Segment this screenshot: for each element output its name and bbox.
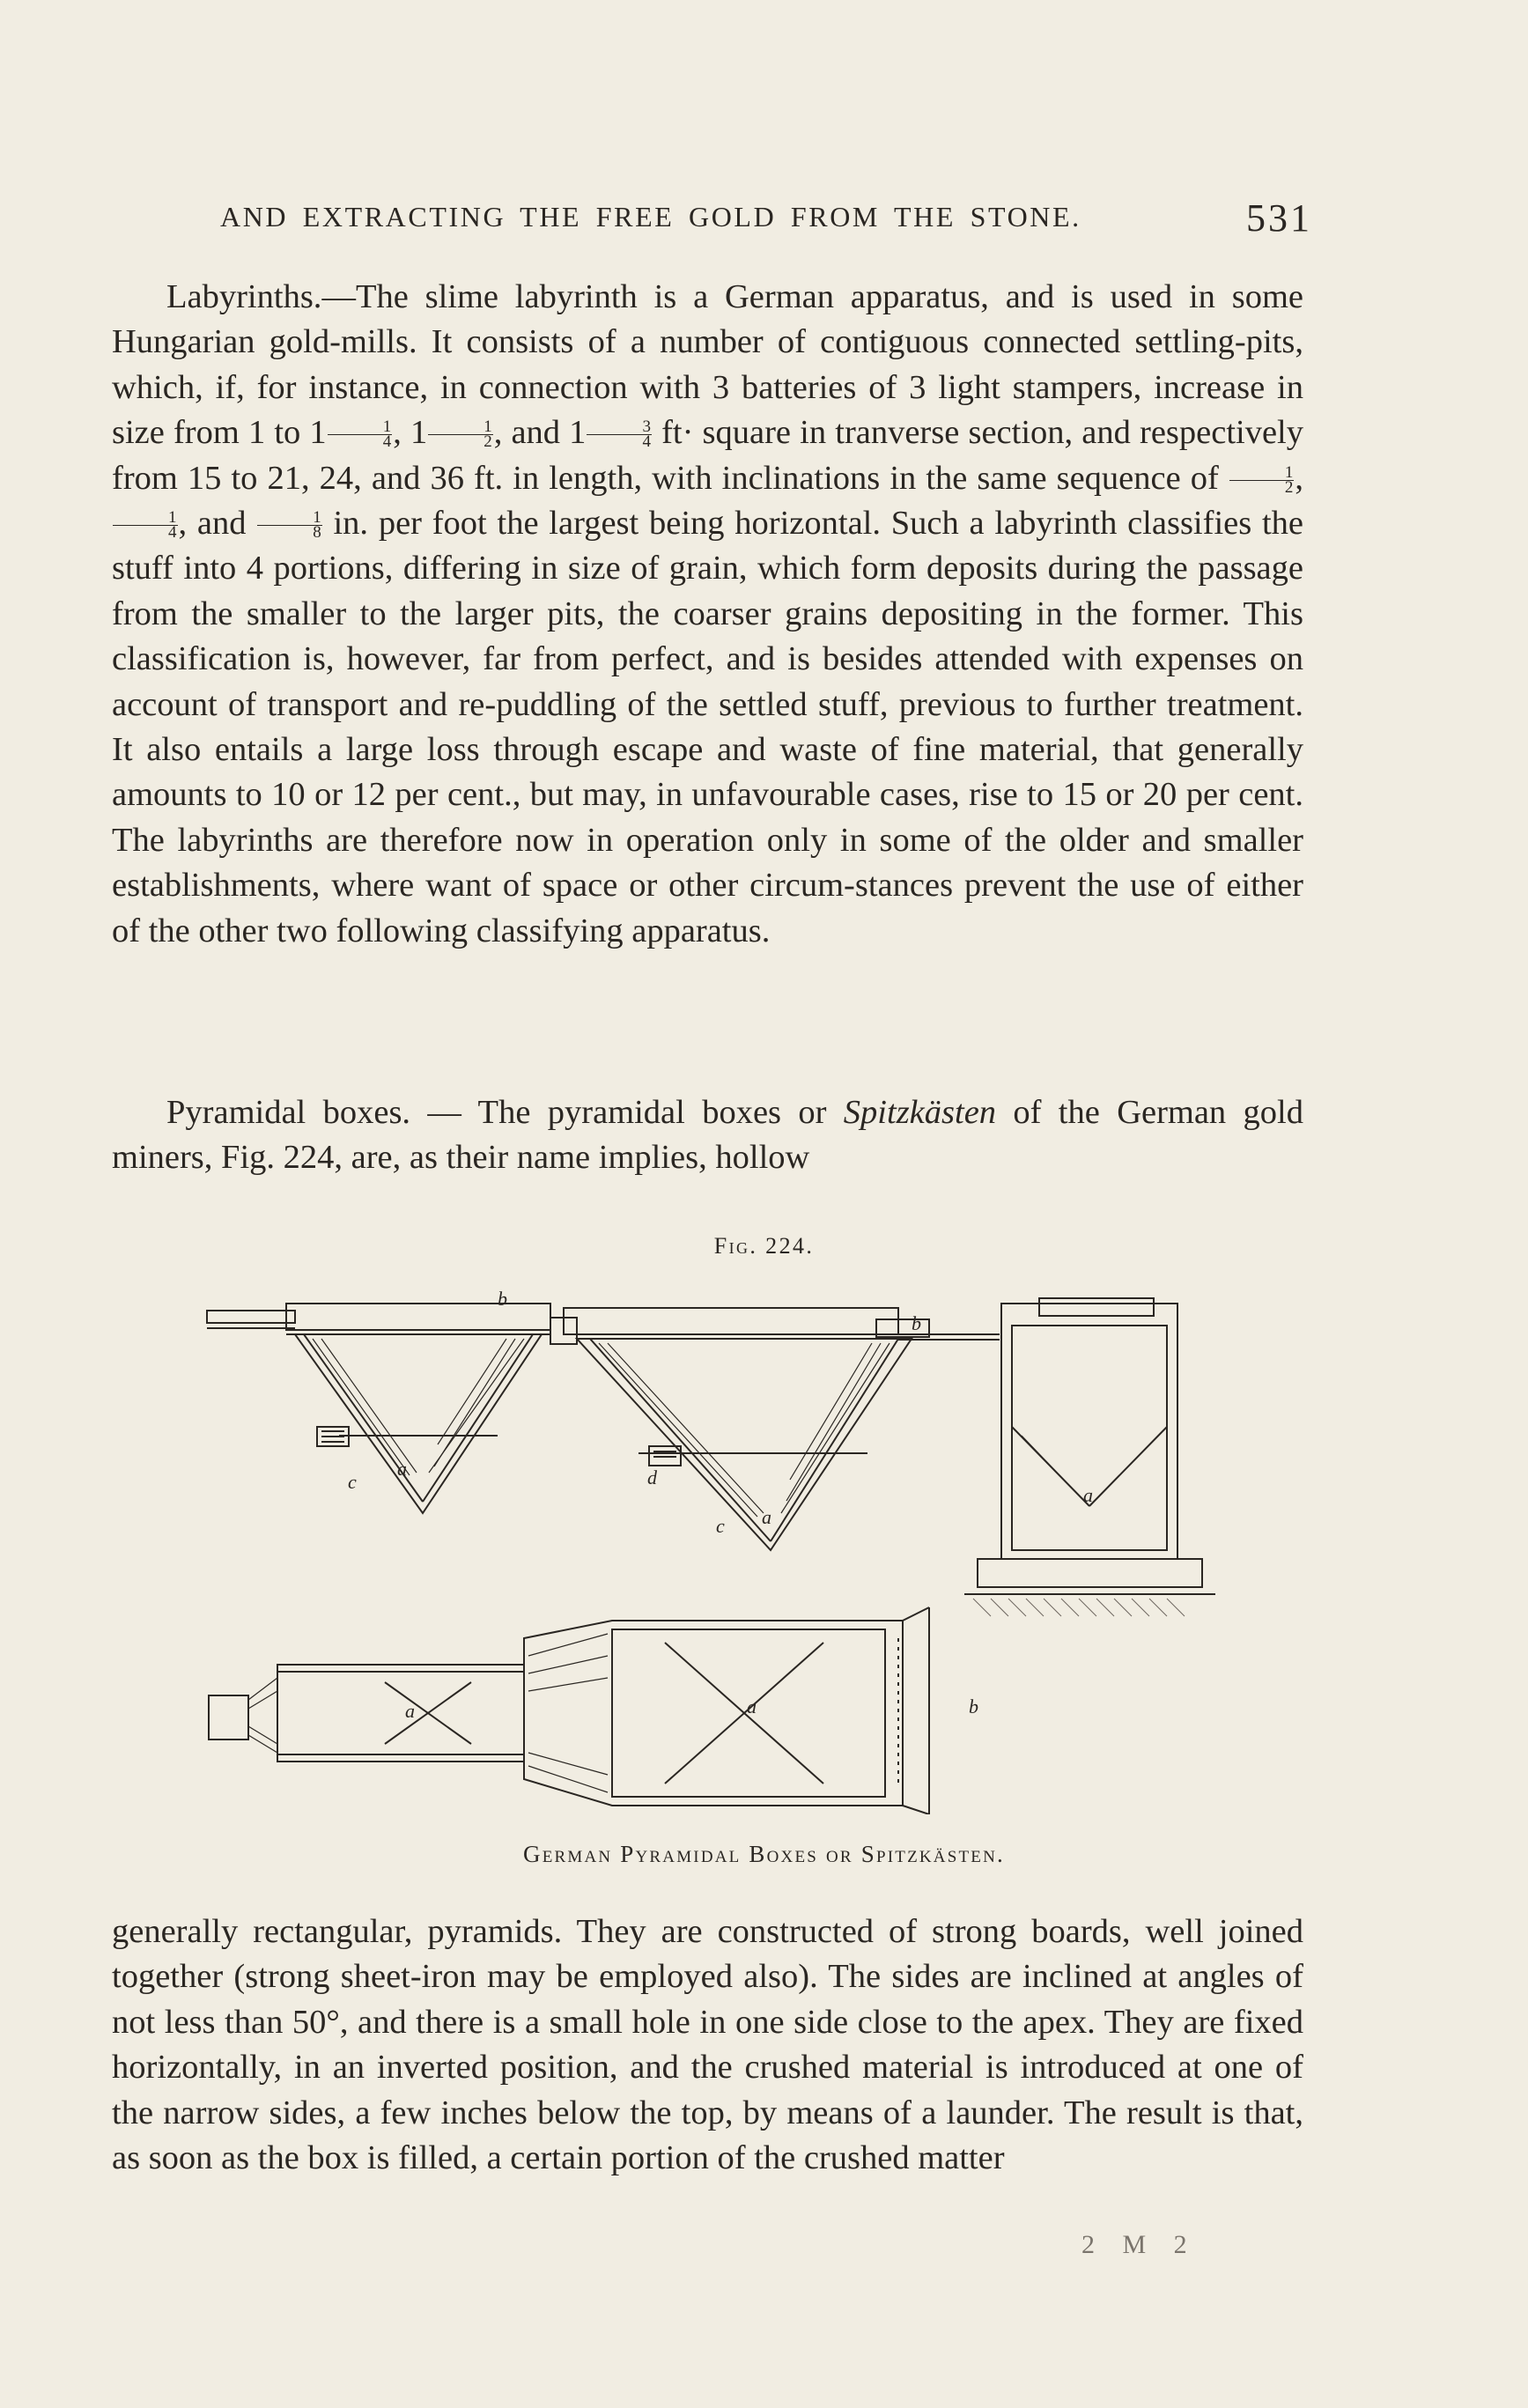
plan-inlet <box>209 1695 248 1740</box>
figure-letter-a: a <box>397 1458 407 1480</box>
figure-letter-c: c <box>716 1515 725 1537</box>
figure-letter-b: b <box>912 1312 921 1334</box>
fraction: $\frac{1}{2}$ <box>1229 466 1295 495</box>
fraction: $\frac{1}{2}$ <box>428 420 493 449</box>
figure-letter-b: b <box>969 1695 978 1717</box>
figure-letter-a: a <box>762 1506 771 1528</box>
left-box-top <box>286 1304 550 1330</box>
plan-small-box <box>277 1665 524 1762</box>
fraction: $\frac{3}{4}$ <box>587 420 652 449</box>
paragraph-continued: generally rectangular, pyramids. They are constructed of strong boards, well joined together (strong sheet-iron may be employed also). The sides are inclined at angles of not less than 50°, and there is a small hole in one side close to the apex. They are fixed horizontally, in an inverted position, and the crushed material is introduced at one of the narrow sides, a few inches below the top, by means of a launder. The result is that, as soon as the box is filled, a certain portion of the crushed matter <box>112 1913 1303 2177</box>
running-head <box>220 196 1312 248</box>
fraction: $\frac{1}{4}$ <box>113 511 178 540</box>
middle-box-top <box>564 1308 898 1334</box>
pyramidal-boxes-heading: Pyramidal boxes. <box>166 1094 411 1131</box>
plan-large-box-frame <box>524 1621 903 1806</box>
figure-letter-b: b <box>498 1288 507 1310</box>
signature-mark: 2 M 2 <box>1081 2230 1198 2259</box>
figure-letter-a: a <box>405 1700 415 1722</box>
left-inlet-trough <box>207 1311 295 1323</box>
running-title: AND EXTRACTING THE FREE GOLD FROM THE STONE. <box>220 201 1081 233</box>
left-pyramid <box>295 1334 542 1513</box>
figure-letter-a: a <box>1083 1484 1093 1506</box>
fraction: $\frac{1}{4}$ <box>328 420 393 449</box>
figure-label: Fig. 224. <box>713 1233 815 1259</box>
figure-drawing <box>198 1286 1220 1814</box>
middle-pyramid <box>577 1339 912 1550</box>
figure-pyramidal-boxes <box>198 1286 1220 1814</box>
labyrinths-heading: Labyrinths. <box>166 278 322 315</box>
page-number: 531 <box>1246 196 1312 240</box>
spitzkasten-term: Spitzkästen <box>843 1094 997 1131</box>
figure-letter-a: a <box>747 1695 757 1717</box>
figure-letter-d: d <box>647 1466 657 1488</box>
paragraph-pyramidal-boxes: Pyramidal boxes. — The pyramidal boxes or Spitzkästen of the German gold miners, Fig. 224, are, as their name implies, hollow <box>112 1094 1303 1177</box>
end-view-box <box>1001 1304 1177 1559</box>
figure-caption: German Pyramidal Boxes or Spitzkästen. <box>523 1841 1005 1867</box>
fraction: $\frac{1}{8}$ <box>257 511 322 540</box>
end-view-base <box>978 1559 1202 1587</box>
figure-letter-c: c <box>348 1471 357 1493</box>
paragraph-labyrinths: Labyrinths.—The slime labyrinth is a German apparatus, and is used in some Hungarian gold-mills. It consists of a number of contiguous connected settling-pits, which, if, for instance, in connection with 3 batteries of 3 light stampers, increase in size from 1 to 1 $\frac{1}{4}$ , 1 $\frac{1}{2}$ , and 1 $\frac{3}{4}$ ft· square in tranverse section, and respectively from 15 to 21, 24, and 36 ft. in length, with inclinations in the same sequence of $\frac{1}{2}$ , $\frac{1}{4}$ , and $\frac{1}{8}$ in. per foot the largest being horizontal. Such a labyrinth classifies the stuff into 4 portions, differing in size of grain, which form deposits during the passage from the smaller to the larger pits, the coarser grains depositing in the former. This classification is, however, far from perfect, and is besides attended with expenses on account of transport and re-puddling of the settled stuff, previous to further treatment. It also entails a large loss through escape and waste of fine material, that generally amounts to 10 or 12 per cent., but may, in unfavourable cases, rise to 15 or 20 per cent. The labyrinths are therefore now in operation only in some of the older and smaller establishments, where want of space or other circum-stances prevent the use of either of the other two following classifying apparatus. <box>112 278 1304 949</box>
